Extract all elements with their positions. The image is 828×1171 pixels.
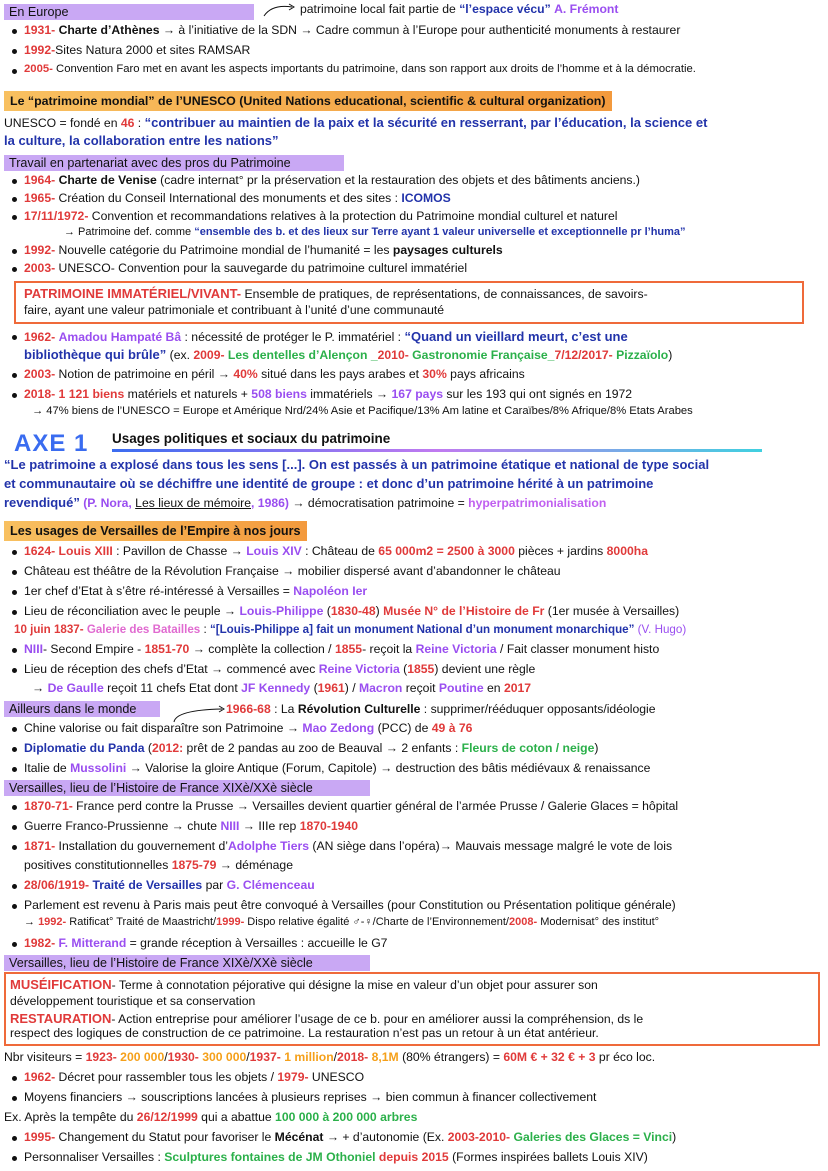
list-item: Parlement est revenu à Paris mais peut être convoqué à Versailles (pour Constitution ou Présentation politique générale) xyxy=(4,897,824,913)
list-item-cont: positives constitutionnelles 1875-79 → déménage xyxy=(24,858,293,872)
definition-line: développement touristique et sa conservation xyxy=(10,994,256,1008)
list-item: 1931- Charte d’Athènes → à l’initiative de la SDN → Cadre commun à l’Europe pour authenticité monuments à restaurer xyxy=(4,22,824,38)
list-item: 1962- Amadou Hampaté Bâ : nécessité de protéger le P. immatériel : “Quand un vieillard meurt, c’est une xyxy=(4,328,824,345)
arrow-note: patrimoine local fait partie de “l’espace vécu” A. Frémont xyxy=(300,2,619,16)
section-header: Les usages de Versailles de l’Empire à nos jours xyxy=(4,521,307,541)
list-item: 1870-71- France perd contre la Prusse → Versailles devient quartier général de l’armée Prusse / Galerie Glaces = hôpital xyxy=(4,798,824,814)
section-header: Versailles, lieu de l’Histoire de France XIXè/XXè siècle xyxy=(4,955,370,971)
axe-subtitle: Usages politiques et sociaux du patrimoine xyxy=(112,431,391,446)
list-item: NIII- Second Empire - 1851-70 → complète la collection / 1855- reçoit la Reine Victoria / Fait classer monument histo xyxy=(4,641,824,657)
list-item: Diplomatie du Panda (2012: prêt de 2 pandas au zoo de Beauval → 2 enfants : Fleurs de coton / neige) xyxy=(4,740,824,756)
list-item: 2005- Convention Faro met en avant les aspects importants du patrimoine, dans son rapport aux droits de l’homme et à la démocratie. xyxy=(4,62,824,77)
unesco-line: la culture, la collaboration entre les nations” xyxy=(4,133,279,148)
list-item: 1964- Charte de Venise (cadre internat° pr la préservation et la restauration des objets et des bâtiments anciens.) xyxy=(4,172,824,188)
list-item: 1965- Création du Conseil International des monuments et des sites : ICOMOS xyxy=(4,190,824,206)
section-versailles-history xyxy=(4,780,824,796)
list-item: 1992-Sites Natura 2000 et sites RAMSAR xyxy=(4,42,824,58)
list-item: Lieu de réconciliation avec le peuple → Louis-Philippe (1830-48) Musée N° de l’Histoire de Fr (1er musée à Versailles) xyxy=(4,603,824,619)
section-versailles-usages xyxy=(4,521,824,541)
definition-line: faire, ayant une valeur patrimoniale et contribuant à l’unité d’une communauté xyxy=(24,303,445,317)
list-item: Moyens financiers → souscriptions lancées à plusieurs reprises → bien commun à financer collectivement xyxy=(4,1089,824,1105)
list-item: 28/06/1919- Traité de Versailles par G. Clémenceau xyxy=(4,877,824,893)
section-header: En Europe xyxy=(4,4,254,20)
definition-line: MUSÉIFICATION- Terme à connotation péjorative qui désigne la mise en valeur d’un objet pour assurer son xyxy=(10,977,598,992)
list-item: Italie de Mussolini → Valorise la gloire Antique (Forum, Capitole) → destruction des bâtis médiévaux & renaissance xyxy=(4,760,824,776)
list-item: 2003- Notion de patrimoine en péril → 40% situé dans les pays arabes et 30% pays africains xyxy=(4,366,824,382)
list-sub-item: → 1992- Ratificat° Traité de Maastricht/1999- Dispo relative égalité ♂-♀/Charte de l’Environnement/2008- Modernisat° des institut° xyxy=(24,916,660,928)
nora-quote: et communautaire où se déchiffre une identité de groupe : et donc d’un patrimoine hérité à un patrimoine xyxy=(4,476,654,491)
definition-line: PATRIMOINE IMMATÉRIEL/VIVANT- Ensemble de pratiques, de représentations, de connaissances, de savoirs- xyxy=(24,286,648,301)
list-item: Personnaliser Versailles : Sculptures fontaines de JM Othoniel depuis 2015 (Formes inspirées ballets Louis XIV) xyxy=(4,1149,824,1165)
list-item: Lieu de réception des chefs d’Etat → commencé avec Reine Victoria (1855) devient une règle xyxy=(4,661,824,677)
definition-line: RESTAURATION- Action entreprise pour améliorer l’usage de ce b. pour en améliorer aussi la compréhension, ds le xyxy=(10,1011,644,1026)
cultural-revolution-note: 1966-68 : La Révolution Culturelle : supprimer/rééduquer opposants/idéologie xyxy=(226,702,656,716)
definition-line: respect des logiques de construction de ce patrimoine. La restauration n’est pas un retour à un état antérieur. xyxy=(10,1026,599,1040)
list-sub-item: → Patrimoine def. comme “ensemble des b. et des lieux sur Terre ayant 1 valeur universelle et exceptionnelle pr l’huma” xyxy=(64,226,686,238)
axe-underline xyxy=(112,449,762,452)
axe-title: AXE 1 xyxy=(14,430,89,457)
list-item: 1992- Nouvelle catégorie du Patrimoine mondial de l’humanité = les paysages culturels xyxy=(4,242,824,258)
list-item: 1962- Décret pour rassembler tous les objets / 1979- UNESCO xyxy=(4,1069,824,1085)
nora-quote: “Le patrimoine a explosé dans tous les sens [...]. On est passés à un patrimoine étatique et national de type social xyxy=(4,457,710,472)
list-item: 1995- Changement du Statut pour favoriser le Mécénat → + d’autonomie (Ex. 2003-2010- Galeries des Glaces = Vinci) xyxy=(4,1129,824,1145)
curved-arrow-icon xyxy=(262,2,302,18)
list-item: 1624- Louis XIII : Pavillon de Chasse → Louis XIV : Château de 65 000m2 = 2500 à 3000 pièces + jardins 8000ha xyxy=(4,543,824,559)
list-item: Château est théâtre de la Révolution Française → mobilier dispersé avant d’abandonner le château xyxy=(4,563,824,579)
list-item: Chine valorise ou fait disparaître son Patrimoine → Mao Zedong (PCC) de 49 à 76 xyxy=(4,720,824,736)
list-item: 1871- Installation du gouvernement d’Adolphe Tiers (AN siège dans l’opéra)→ Mauvais message malgré le vote de lois xyxy=(4,838,824,854)
section-header: Le “patrimoine mondial” de l’UNESCO (United Nations educational, scientific & cultural organization) xyxy=(4,91,612,111)
list-sub-item: → 47% biens de l’UNESCO = Europe et Amérique Nrd/24% Asie et Pacifique/13% Am latine et Caraïbes/8% Afrique/8% Etats Arabes xyxy=(32,405,693,417)
list-item: 1982- F. Mitterand = grande réception à Versailles : accueille le G7 xyxy=(4,935,824,951)
section-partnership xyxy=(4,155,824,171)
list-item: 1er chef d’Etat à s’être ré-intéressé à Versailles = Napoléon Ier xyxy=(4,583,824,599)
storm-line: Ex. Après la tempête du 26/12/1999 qui a abattue 100 000 à 200 000 arbres xyxy=(4,1110,418,1124)
visitors-line: Nbr visiteurs = 1923- 200 000/1930- 300 000/1937- 1 million/2018- 8,1M (80% étrangers) = 60M € + 32 € + 3 pr éco loc. xyxy=(4,1050,656,1064)
list-item: 2018- 1 121 biens matériels et naturels + 508 biens immatériels → 167 pays sur les 193 qui ont signés en 1972 xyxy=(4,386,824,402)
section-header: Ailleurs dans le monde xyxy=(4,701,160,717)
unesco-line: UNESCO = fondé en 46 : “contribuer au maintien de la paix et la sécurité en resserrant, par l’éducation, la science et xyxy=(4,115,708,130)
section-unesco xyxy=(4,91,824,111)
list-item: 2003- UNESCO- Convention pour la sauvegarde du patrimoine culturel immatériel xyxy=(4,260,824,276)
list-item: 17/11/1972- Convention et recommandations relatives à la protection du Patrimoine mondial culturel et naturel xyxy=(4,208,824,224)
section-versailles-history-2 xyxy=(4,955,824,971)
nora-quote: revendiqué” (P. Nora, Les lieux de mémoire, 1986) → démocratisation patrimoine = hyperpatrimonialisation xyxy=(4,495,607,510)
list-item: Guerre Franco-Prussienne → chute NIII → IIIe rep 1870-1940 xyxy=(4,818,824,834)
hugo-line: 10 juin 1837- Galerie des Batailles : “[Louis-Philippe a] fait un monument National d’un monument monarchique” (V. Hugo) xyxy=(14,623,687,636)
section-header: Versailles, lieu de l’Histoire de France XIXè/XXè siècle xyxy=(4,780,370,796)
section-header: Travail en partenariat avec des pros du Patrimoine xyxy=(4,155,344,171)
list-sub-item: → De Gaulle reçoit 11 chefs Etat dont JF Kennedy (1961) / Macron reçoit Poutine en 2017 xyxy=(32,681,532,695)
list-item-cont: bibliothèque qui brûle” (ex. 2009- Les dentelles d’Alençon _2010- Gastronomie Française_7/12/2017- Pizzaïolo) xyxy=(24,347,673,362)
